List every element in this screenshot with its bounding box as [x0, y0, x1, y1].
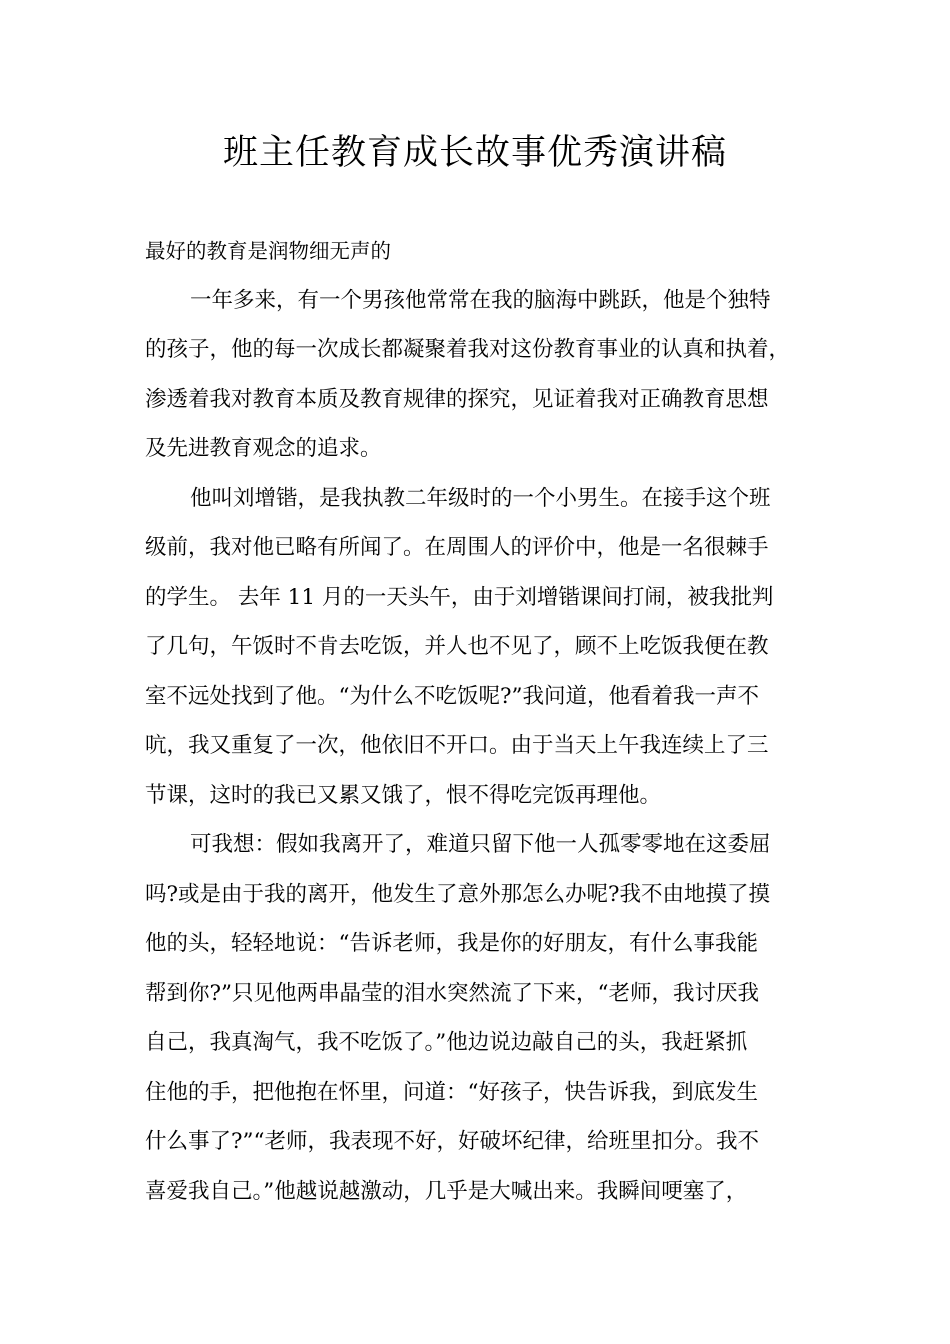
paragraph-line: 级前，我对他已略有所闻了。在周围人的评价中，他是一名很棘手	[145, 535, 769, 560]
paragraph-line: 吭，我又重复了一次，他依旧不开口。由于当天上午我连续上了三	[145, 733, 769, 758]
paragraph-line: 他的头，轻轻地说：“告诉老师，我是你的好朋友，有什么事我能	[145, 931, 758, 956]
paragraph-line: 渗透着我对教育本质及教育规律的探究，见证着我对正确教育思想	[145, 387, 769, 412]
paragraph-line: 自己，我真淘气，我不吃饭了。”他边说边敲自己的头，我赶紧抓	[145, 1030, 748, 1055]
paragraph-line: 的孩子，他的每一次成长都凝聚着我对这份教育事业的认真和执着，	[145, 337, 791, 362]
document-title: 班主任教育成长故事优秀演讲稿	[222, 133, 727, 173]
paragraph-line: 一年多来，有一个男孩他常常在我的脑海中跳跃，他是个独特	[190, 288, 771, 313]
paragraph-line: 可我想：假如我离开了，难道只留下他一人孤零零地在这委屈	[190, 832, 771, 857]
paragraph-line: 室不远处找到了他。“为什么不吃饭呢?”我问道，他看着我一声不	[145, 684, 760, 709]
paragraph-line: 及先进教育观念的追求。	[145, 436, 382, 461]
paragraph-line: 他叫刘增锴，是我执教二年级时的一个小男生。在接手这个班	[190, 486, 771, 511]
paragraph-line: 什么事了?”“老师，我表现不好，好破坏纪律，给班里扣分。我不	[145, 1129, 760, 1154]
paragraph-line: 吗?或是由于我的离开，他发生了意外那怎么办呢?我不由地摸了摸	[145, 882, 771, 907]
paragraph-line: 帮到你?”只见他两串晶莹的泪水突然流了下来，“老师，我讨厌我	[145, 981, 760, 1006]
paragraph-line: 了几句，午饭时不肯去吃饭，并人也不见了，顾不上吃饭我便在教	[145, 634, 769, 659]
document-subtitle: 最好的教育是润物细无声的	[145, 239, 391, 263]
paragraph-line: 的学生。 去年 11 月的一天头午，由于刘增锴课间打闹，被我批判	[145, 585, 774, 610]
paragraph-line: 节课，这时的我已又累又饿了，恨不得吃完饭再理他。	[145, 783, 662, 808]
paragraph-line: 住他的手，把他抱在怀里，问道：“好孩子，快告诉我，到底发生	[145, 1080, 758, 1105]
paragraph-line: 喜爱我自己。”他越说越激动，几乎是大喊出来。我瞬间哽塞了，	[145, 1179, 748, 1204]
